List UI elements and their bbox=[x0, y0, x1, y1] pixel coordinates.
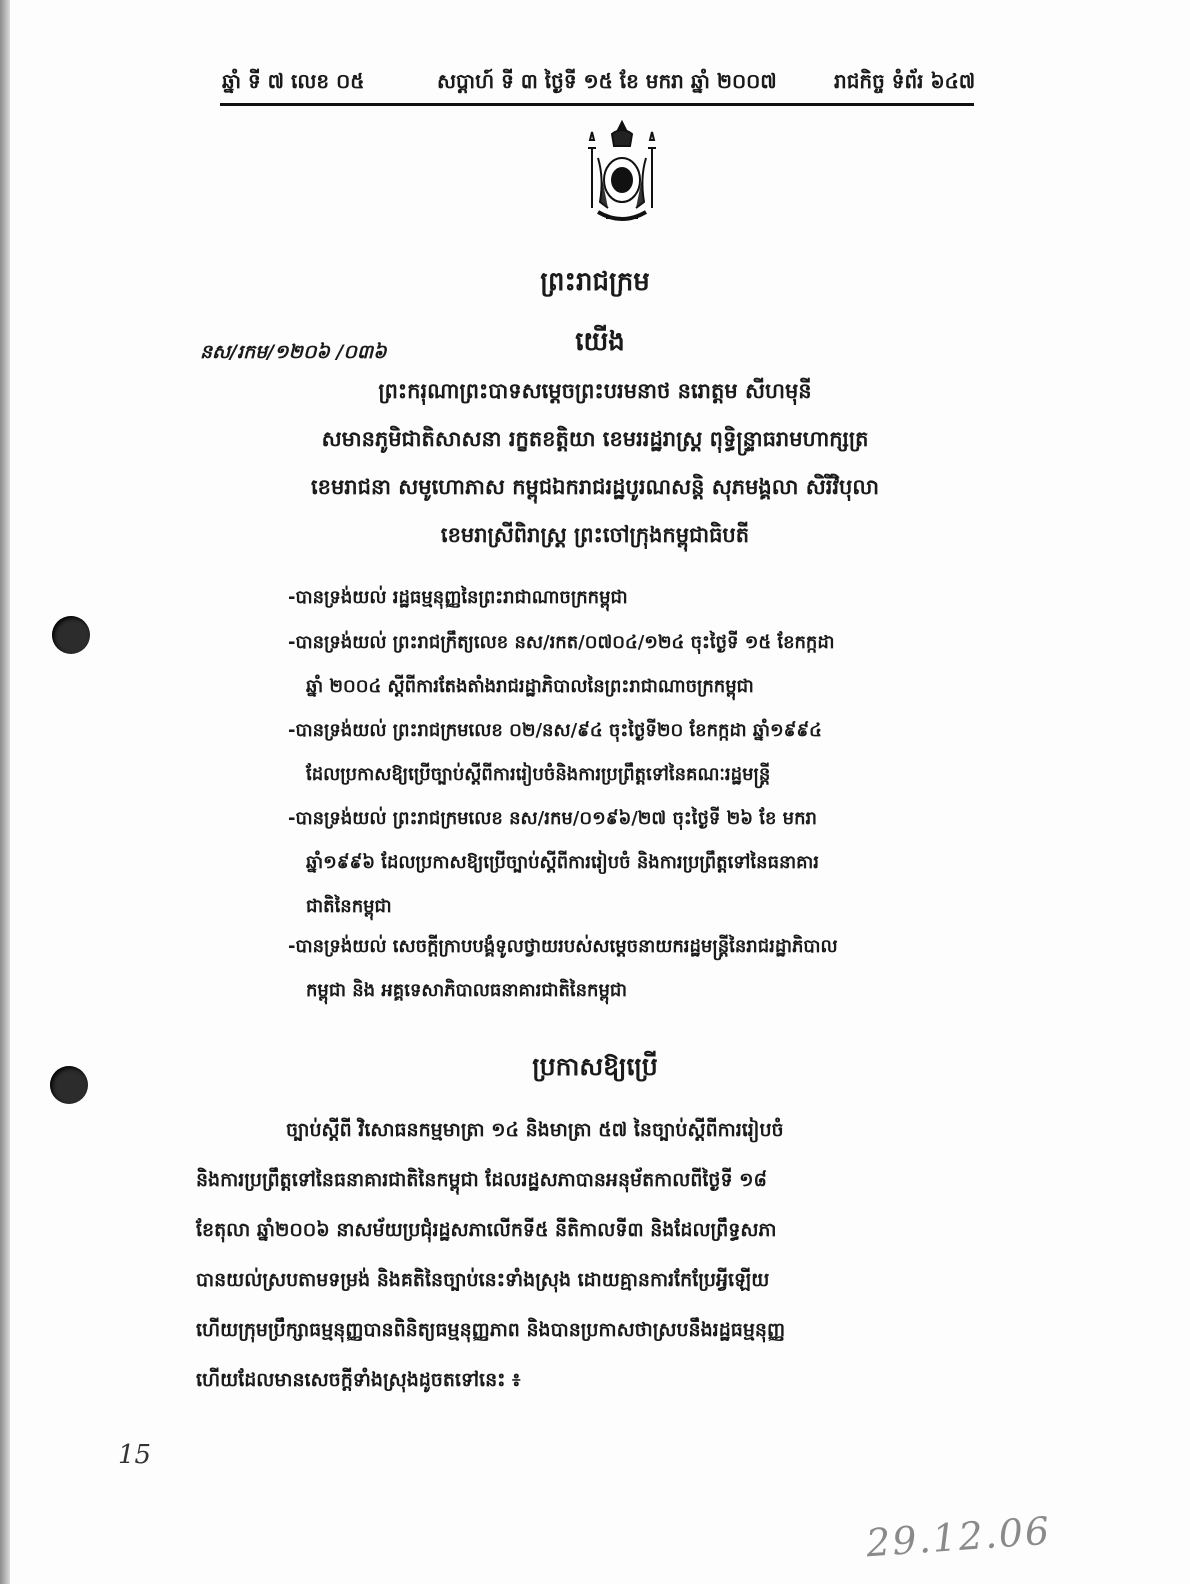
consideration-item: -បានទ្រង់យល់ រដ្ឋធម្មនុញ្ញនៃព្រះរាជាណាចក្រកម្ពុជា bbox=[288, 587, 628, 608]
decree-we: យើង bbox=[575, 327, 625, 357]
proclamation-text-line: ហើយដែលមានសេចក្តីទាំងស្រុងដូចតទៅនេះ ៖ bbox=[196, 1369, 521, 1391]
scan-edge-shadow bbox=[0, 0, 10, 1584]
king-title-line: ខេមរាជនា សមូហោភាស កម្ពុជឯករាជរដ្ឋបូរណសន្តិ សុភមង្គលា សិរីវិបុលា bbox=[310, 475, 880, 499]
royal-emblem-icon bbox=[578, 118, 666, 230]
header-rule bbox=[220, 103, 974, 106]
gazette-page-number: រាជកិច្ច ទំព័រ ៦៤៧ bbox=[834, 69, 976, 93]
proclamation-text-line: ច្បាប់ស្តីពី វិសោធនកម្មមាត្រា ១៤ និងមាត្រា ៥៧ នៃច្បាប់ស្តីពីការរៀបចំ bbox=[286, 1119, 784, 1141]
proclamation-text-line: បានយល់ស្របតាមទម្រង់ និងគតិនៃច្បាប់នេះទាំងស្រុង ដោយគ្មានការកែប្រែអ្វីឡើយ bbox=[196, 1269, 770, 1291]
punch-hole bbox=[52, 616, 90, 654]
week-date: សប្តាហ៍ ទី ៣ ថ្ងៃទី ១៥ ខែ មករា ឆ្នាំ ២០០៧ bbox=[437, 69, 777, 93]
proclamation-text-line: និងការប្រព្រឹត្តទៅនៃធនាគារជាតិនៃកម្ពុជា ដែលរដ្ឋសភាបានអនុម័តកាលពីថ្ងៃទី ១៨ bbox=[196, 1169, 767, 1191]
consideration-item: -បានទ្រង់យល់ ព្រះរាជក្រឹត្យលេខ នស/រកត/០៧០៤/១២៤ ចុះថ្ងៃទី ១៥ ខែកក្កដា ឆ្នាំ ២០០៤ ស្តីពីការតែងតាំងរាជរដ្ឋាភិបាលនៃព្រះរាជាណាចក្រកម្ពុជា bbox=[288, 632, 835, 697]
punch-hole bbox=[50, 1066, 88, 1104]
consideration-item: -បានទ្រង់យល់ ព្រះរាជក្រមលេខ ០២/នស/៩៤ ចុះថ្ងៃទី២០ ខែកក្កដា ឆ្នាំ១៩៩៤ ដែលប្រកាសឱ្យប្រើច្បាប់ស្តីពីការរៀបចំនិងការប្រព្រឹត្តទៅនៃគណៈរដ្ឋមន្ត្រី bbox=[288, 720, 822, 785]
proclamation-text-line: ហើយក្រុមប្រឹក្សាធម្មនុញ្ញបានពិនិត្យធម្មនុញ្ញភាព និងបានប្រកាសថាស្របនឹងរដ្ឋធម្មនុញ្ញ bbox=[196, 1319, 786, 1341]
gazette-header bbox=[222, 60, 974, 100]
proclamation-text-line: ខែតុលា ឆ្នាំ២០០៦ នាសម័យប្រជុំរដ្ឋសភាលើកទី៥ នីតិកាលទី៣ និងដែលព្រឹទ្ធសភា bbox=[196, 1219, 777, 1241]
king-title-line: ព្រះករុណាព្រះបាទសម្តេចព្រះបរមនាថ នរោត្តម សីហមុនី bbox=[378, 379, 812, 403]
consideration-item: -បានទ្រង់យល់ ព្រះរាជក្រមលេខ នស/រកម/០១៩៦/២៧ ចុះថ្ងៃទី ២៦ ខែ មករា ឆ្នាំ១៩៩៦ ដែលប្រកាសឱ្យប្រើច្បាប់ស្តីពីការរៀបចំ និងការប្រព្រឹត្តទៅនៃធនាគារ ជាតិនៃកម្ពុជា bbox=[288, 808, 819, 917]
handwritten-date: 29.12.06 bbox=[864, 1508, 1053, 1566]
king-title-line: ខេមរាស្រីពិរាស្ត្រ ព្រះចៅក្រុងកម្ពុជាធិបតី bbox=[440, 523, 750, 547]
proclamation-heading: ប្រកាសឱ្យប្រើ bbox=[532, 1052, 658, 1081]
king-title-line: សមានភូមិជាតិសាសនា រក្ខតខត្តិយា ខេមររដ្ឋរាស្ត្រ ពុទ្ធិន្ទ្រាធរាមហាក្សត្រ bbox=[321, 427, 869, 451]
consideration-item: -បានទ្រង់យល់ សេចក្តីក្រាបបង្គំទូលថ្វាយរបស់សម្តេចនាយករដ្ឋមន្ត្រីនៃរាជរដ្ឋាភិបាល កម្ពុជា និង អគ្គទេសាភិបាលធនាគារជាតិនៃកម្ពុជា bbox=[288, 936, 838, 1001]
decree-reference-number: នស/រកម/១២០៦ /០៣៦ bbox=[200, 341, 387, 363]
decree-title: ព្រះរាជក្រម bbox=[540, 267, 650, 297]
year-issue: ឆ្នាំ ទី ៧ លេខ ០៥ bbox=[222, 69, 365, 93]
handwritten-mark: 15 bbox=[118, 1440, 152, 1470]
